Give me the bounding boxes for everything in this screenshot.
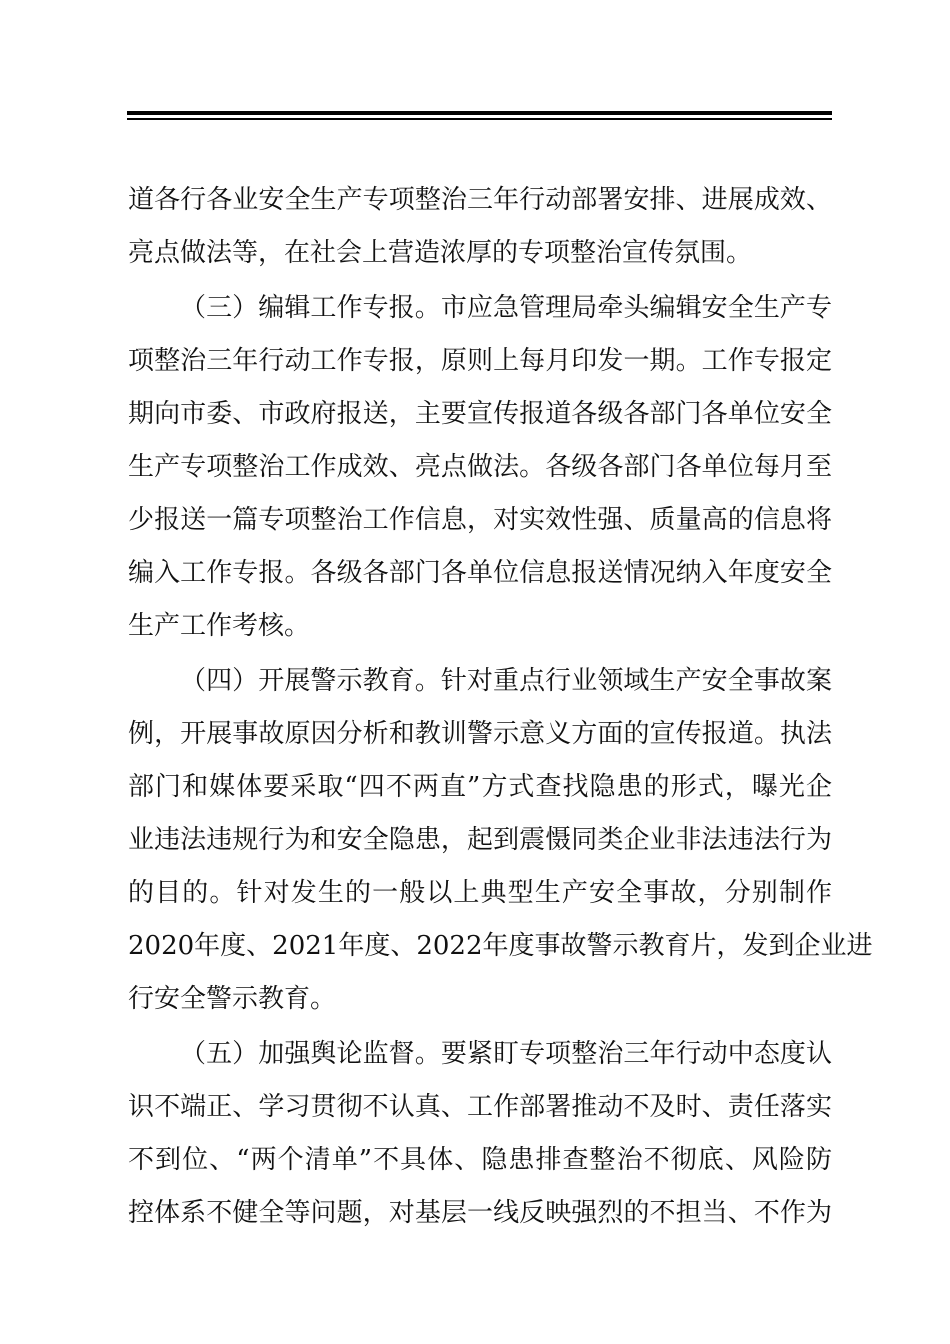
text-line: 例，开展事故原因分析和教训警示意义方面的宣传报道。执法 <box>128 719 832 749</box>
text-line: 2020年度、2021年度、2022年度事故警示教育片，发到企业进 <box>128 931 873 961</box>
text-line: 的目的。针对发生的一般以上典型生产安全事故，分别制作 <box>128 878 832 908</box>
header-rule-thin <box>127 118 832 120</box>
text-line: 生产专项整治工作成效、亮点做法。各级各部门各单位每月至 <box>128 452 832 482</box>
text-line: 亮点做法等，在社会上营造浓厚的专项整治宣传氛围。 <box>128 238 753 268</box>
text-line: 编入工作专报。各级各部门各单位信息报送情况纳入年度安全 <box>128 558 832 588</box>
text-line: 项整治三年行动工作专报，原则上每月印发一期。工作专报定 <box>128 346 832 376</box>
text-line: 少报送一篇专项整治工作信息，对实效性强、质量高的信息将 <box>128 505 832 535</box>
header-rule-thick <box>127 111 832 115</box>
text-line: 期向市委、市政府报送，主要宣传报道各级各部门各单位安全 <box>128 399 832 429</box>
text-line: 识不端正、学习贯彻不认真、工作部署推动不及时、责任落实 <box>128 1092 832 1122</box>
text-line: 控体系不健全等问题，对基层一线反映强烈的不担当、不作为 <box>128 1198 832 1228</box>
section-heading-line: （四）开展警示教育。针对重点行业领域生产安全事故案 <box>180 666 832 696</box>
text-line: 生产工作考核。 <box>128 611 311 641</box>
text-line: 行安全警示教育。 <box>128 984 337 1014</box>
text-line: 不到位、“两个清单”不具体、隐患排查整治不彻底、风险防 <box>128 1145 832 1175</box>
section-heading-line: （五）加强舆论监督。要紧盯专项整治三年行动中态度认 <box>180 1039 832 1069</box>
text-line: 业违法违规行为和安全隐患，起到震慑同类企业非法违法行为 <box>128 825 832 855</box>
text-line: 道各行各业安全生产专项整治三年行动部署安排、进展成效、 <box>128 185 832 215</box>
text-line: 部门和媒体要采取“四不两直”方式查找隐患的形式，曝光企 <box>128 772 832 802</box>
section-heading-line: （三）编辑工作专报。市应急管理局牵头编辑安全生产专 <box>180 293 832 323</box>
